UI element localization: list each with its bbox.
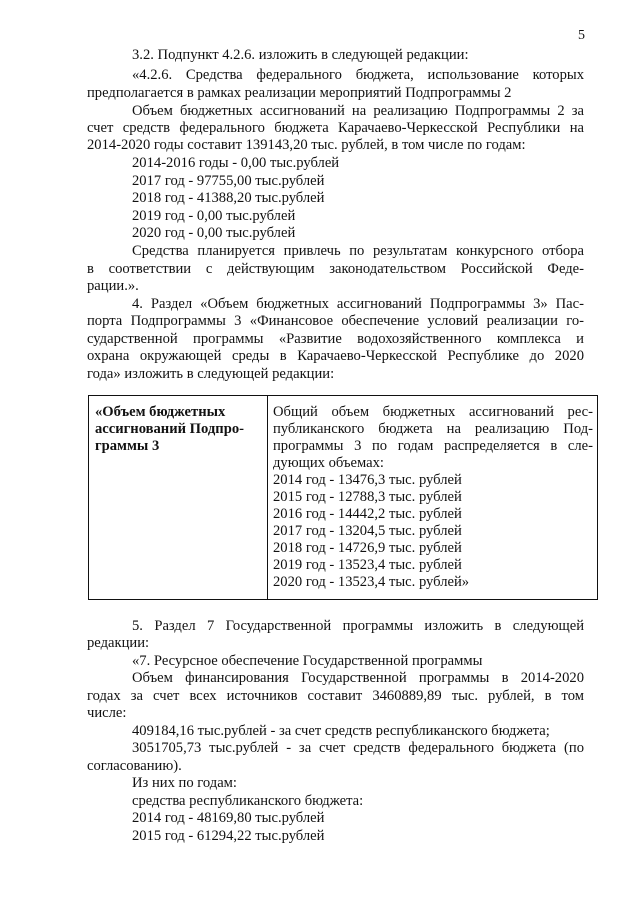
table-right-cell-line: дующих объемах:: [273, 455, 384, 471]
table-right-cell-line: 2015 год - 12788,3 тыс. рублей: [273, 489, 462, 505]
text-line: 2014 год - 48169,80 тыс.рублей: [132, 810, 325, 826]
text-line: «4.2.6. Средства федерального бюджета, использование которых: [132, 67, 584, 83]
text-line: 2014-2020 годы составит 139143,20 тыс. рублей, в том числе по годам:: [87, 137, 526, 153]
text-line: предполагается в рамках реализации мероприятий Подпрограммы 2: [87, 85, 512, 101]
text-line: «7. Ресурсное обеспечение Государственной программы: [132, 653, 483, 669]
text-line: 5. Раздел 7 Государственной программы изложить в следующей: [132, 618, 584, 634]
table-right-cell-line: Общий объем бюджетных ассигнований рес-: [273, 404, 593, 420]
text-line: счет средств федерального бюджета Карачаево-Черкесской Республики на: [87, 120, 584, 136]
text-line: Объем финансирования Государственной программы в 2014-2020: [132, 670, 584, 686]
text-line: рации.».: [87, 278, 139, 294]
text-line: порта Подпрограммы 3 «Финансовое обеспечение условий реализации го-: [87, 313, 584, 329]
text-line: годах за счет всех источников составит 3460889,89 тыс. рублей, в том: [87, 688, 584, 704]
budget-table: [88, 395, 598, 600]
text-line: 3051705,73 тыс.рублей - за счет средств федерального бюджета (по: [132, 740, 584, 756]
text-line: согласованию).: [87, 758, 182, 774]
table-right-cell-line: 2019 год - 13523,4 тыс. рублей: [273, 557, 462, 573]
text-line: числе:: [87, 705, 127, 721]
text-line: охрана окружающей среды в Карачаево-Черкесской Республике до 2020: [87, 348, 584, 364]
text-line: 2014-2016 годы - 0,00 тыс.рублей: [132, 155, 340, 171]
text-line: 2017 год - 97755,00 тыс.рублей: [132, 173, 325, 189]
table-right-cell-line: публиканского бюджета на реализацию Под-: [273, 421, 593, 437]
table-left-cell-line: ассигнований Подпро-: [95, 421, 244, 437]
text-line: сударственной программы «Развитие водохозяйственного комплекса и: [87, 331, 584, 347]
table-left-cell-line: граммы 3: [95, 438, 160, 454]
text-line: 2019 год - 0,00 тыс.рублей: [132, 208, 296, 224]
text-line: 2020 год - 0,00 тыс.рублей: [132, 225, 296, 241]
text-line: средства республиканского бюджета:: [132, 793, 364, 809]
text-line: года» изложить в следующей редакции:: [87, 366, 335, 382]
text-line: 2018 год - 41388,20 тыс.рублей: [132, 190, 325, 206]
text-line: 3.2. Подпункт 4.2.6. изложить в следующей редакции:: [132, 47, 469, 63]
page-number: 5: [578, 28, 585, 43]
table-right-cell-line: 2020 год - 13523,4 тыс. рублей»: [273, 574, 470, 590]
table-right-cell-line: 2017 год - 13204,5 тыс. рублей: [273, 523, 462, 539]
text-line: Из них по годам:: [132, 775, 237, 791]
text-line: Объем бюджетных ассигнований на реализацию Подпрограммы 2 за: [132, 103, 584, 119]
table-left-cell-line: «Объем бюджетных: [95, 404, 226, 420]
table-right-cell-line: 2014 год - 13476,3 тыс. рублей: [273, 472, 462, 488]
table-right-cell-line: 2018 год - 14726,9 тыс. рублей: [273, 540, 462, 556]
text-line: в соответствии с действующим законодательством Российской Феде-: [87, 261, 584, 277]
text-line: Средства планируется привлечь по результатам конкурсного отбора: [132, 243, 584, 259]
text-line: 4. Раздел «Объем бюджетных ассигнований Подпрограммы 3» Пас-: [132, 296, 584, 312]
table-column-divider: [267, 396, 268, 599]
text-line: 409184,16 тыс.рублей - за счет средств республиканского бюджета;: [132, 723, 550, 739]
text-line: 2015 год - 61294,22 тыс.рублей: [132, 828, 325, 844]
text-line: редакции:: [87, 635, 150, 651]
table-right-cell-line: 2016 год - 14442,2 тыс. рублей: [273, 506, 462, 522]
table-right-cell-line: программы 3 по годам распределяется в сле-: [273, 438, 593, 454]
